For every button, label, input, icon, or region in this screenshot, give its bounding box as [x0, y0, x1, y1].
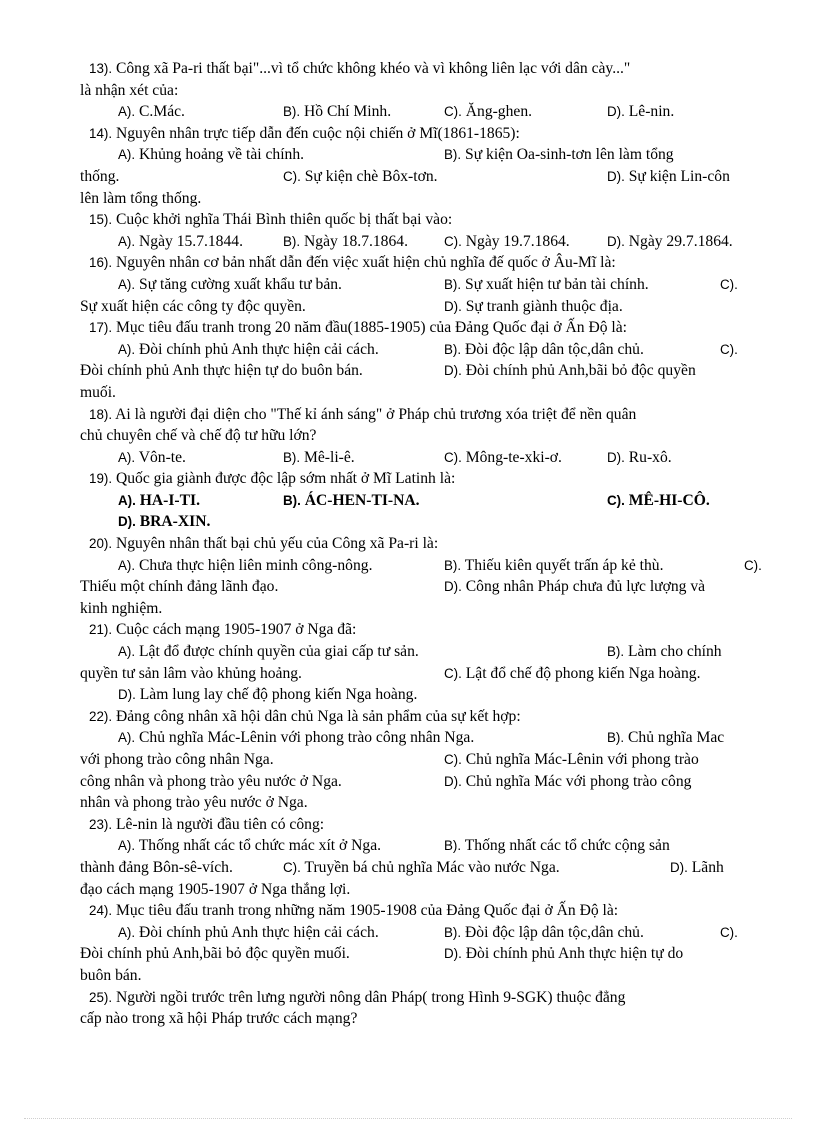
option-c[interactable]: C). Chủ nghĩa Mác-Lênin với phong trào	[444, 751, 699, 768]
option-b-wrap: thống.	[80, 167, 120, 185]
option-a[interactable]: A). Ngày 15.7.1844.	[118, 232, 243, 250]
option-d-wrap: buôn bán.	[80, 966, 142, 984]
option-b[interactable]: B). Đòi độc lập dân tộc,dân chủ.	[444, 923, 644, 941]
option-a[interactable]: A). Thống nhất các tổ chức mác xít ở Nga.	[118, 837, 382, 855]
question-16: 16). Nguyên nhân cơ bản nhất dẫn đến việc xuất hiện chủ nghĩa đế quốc ở Âu-Mĩ là:	[89, 254, 616, 272]
option-d-wrap: nhân và phong trào yêu nước ở Nga.	[80, 794, 308, 812]
question-21: 21). Cuộc cách mạng 1905-1907 ở Nga đã:	[89, 621, 357, 639]
option-a[interactable]: A). Chưa thực hiện liên minh công-nông.	[118, 556, 373, 574]
question-13-continuation: là nhận xét của:	[80, 81, 179, 99]
question-18: 18). Ai là người đại diện cho "Thế kỉ ánh sáng" ở Pháp chủ trương xóa triệt để nền quân	[89, 405, 637, 423]
question-14: 14). Nguyên nhân trực tiếp dẫn đến cuộc nội chiến ở Mĩ(1861-1865):	[89, 124, 520, 142]
option-b[interactable]: B). Sự kiện Oa-sinh-tơn lên làm tổng	[444, 146, 674, 164]
question-20-options-2	[80, 576, 768, 598]
question-18-continuation: chủ chuyên chế và chế độ tư hữu lớn?	[80, 427, 317, 445]
question-23: 23). Lê-nin là người đầu tiên có công:	[89, 815, 325, 833]
option-d-wrap: kinh nghiệm.	[80, 599, 163, 617]
option-c-text: Đòi chính phủ Anh,bãi bỏ độc quyền muối.	[80, 945, 350, 963]
option-b[interactable]: B). Thống nhất các tổ chức cộng sản	[444, 837, 670, 855]
option-b[interactable]: B). ÁC-HEN-TI-NA.	[283, 491, 420, 509]
option-c[interactable]: C). Sự kiện chè Bôx-tơn.	[283, 167, 438, 185]
question-22-options-1	[80, 727, 768, 749]
option-b-wrap: quyền tư sản lâm vào khủng hoảng.	[80, 664, 302, 682]
option-d-wrap: đạo cách mạng 1905-1907 ở Nga thắng lợi.	[80, 880, 351, 898]
option-c-text: Sự xuất hiện các công ty độc quyền.	[80, 297, 306, 315]
option-c[interactable]: C).	[720, 924, 738, 940]
option-a[interactable]: A). Đòi chính phủ Anh thực hiện cải cách.	[118, 340, 379, 358]
option-b-wrap: thành đảng Bôn-sê-vích.	[80, 858, 233, 876]
question-24-options-1	[80, 922, 768, 944]
option-a[interactable]: A). C.Mác.	[118, 103, 185, 121]
option-c[interactable]: C). Ăng-ghen.	[444, 103, 533, 121]
question-23-options-1	[80, 835, 768, 857]
question-18-options	[80, 447, 768, 469]
question-21-options-1	[80, 641, 768, 663]
question-15: 15). Cuộc khởi nghĩa Thái Bình thiên quốc bị thất bại vào:	[89, 211, 453, 229]
option-c-text: Đòi chính phủ Anh thực hiện tự do buôn bán.	[80, 362, 363, 380]
question-15-options	[80, 231, 768, 253]
option-b[interactable]: B). Ngày 18.7.1864.	[283, 232, 408, 250]
page-bottom-rule	[24, 1118, 792, 1119]
option-b[interactable]: B). Thiếu kiên quyết trấn áp kẻ thù.	[444, 556, 664, 574]
question-22: 22). Đảng công nhân xã hội dân chủ Nga là sản phẩm của sự kết hợp:	[89, 707, 521, 725]
question-25-continuation: cấp nào trong xã hội Pháp trước cách mạng?	[80, 1010, 358, 1028]
option-d[interactable]: D). Lãnh	[670, 858, 724, 876]
option-d[interactable]: D). Đòi chính phủ Anh thực hiện tự do	[444, 945, 684, 963]
option-a[interactable]: A). Đòi chính phủ Anh thực hiện cải cách.	[118, 923, 379, 941]
option-a[interactable]: A). Khủng hoảng về tài chính.	[118, 146, 305, 164]
option-d-wrap: muối.	[80, 383, 116, 401]
option-d[interactable]: D). Đòi chính phủ Anh,bãi bỏ độc quyền	[444, 362, 696, 380]
question-19: 19). Quốc gia giành được độc lập sớm nhất ở Mĩ Latinh là:	[89, 470, 456, 488]
question-14-options-2	[80, 166, 768, 188]
option-c[interactable]: C). Lật đổ chế độ phong kiến Nga hoàng.	[444, 664, 701, 682]
option-c-wrap: công nhân và phong trào yêu nước ở Nga.	[80, 772, 342, 790]
option-a[interactable]: A). Lật đổ được chính quyền của giai cấp tư sản.	[118, 643, 419, 661]
question-24: 24). Mục tiêu đấu tranh trong những năm 1905-1908 của Đảng Quốc đại ở Ấn Độ là:	[89, 902, 619, 920]
question-21-options-2	[80, 663, 768, 685]
question-19-options-2	[80, 511, 768, 533]
question-20-options-1	[80, 555, 768, 577]
option-d[interactable]: D). Chủ nghĩa Mác với phong trào công	[444, 772, 692, 790]
option-c[interactable]: C). Ngày 19.7.1864.	[444, 232, 570, 250]
option-c[interactable]: C). Truyền bá chủ nghĩa Mác vào nước Nga.	[283, 858, 560, 876]
option-b[interactable]: B). Đòi độc lập dân tộc,dân chủ.	[444, 340, 644, 358]
option-b[interactable]: B). Mê-li-ê.	[283, 448, 355, 466]
option-c[interactable]: C).	[720, 341, 738, 357]
option-b-wrap: với phong trào công nhân Nga.	[80, 751, 274, 768]
option-b[interactable]: B). Hồ Chí Minh.	[283, 103, 392, 121]
option-d[interactable]: D). Làm lung lay chế độ phong kiến Nga hoàng.	[118, 686, 418, 704]
option-b[interactable]: B). Làm cho chính	[607, 643, 722, 661]
option-d[interactable]: D). Ngày 29.7.1864.	[607, 232, 733, 250]
option-a[interactable]: A). Chủ nghĩa Mác-Lênin với phong trào công nhân Nga.	[118, 729, 475, 747]
question-17-options-1	[80, 339, 768, 361]
question-24-options-2	[80, 943, 768, 965]
option-d[interactable]: D). Lê-nin.	[607, 103, 675, 121]
option-c[interactable]: C). MÊ-HI-CÔ.	[607, 491, 710, 509]
option-a[interactable]: A). Vôn-te.	[118, 448, 186, 466]
option-a[interactable]: A). HA-I-TI.	[118, 491, 200, 509]
option-c[interactable]: C).	[744, 557, 762, 573]
question-16-options-2	[80, 296, 768, 318]
option-c[interactable]: C).	[720, 276, 738, 292]
option-c[interactable]: C). Mông-te-xki-ơ.	[444, 448, 562, 466]
question-17: 17). Mục tiêu đấu tranh trong 20 năm đầu(1885-1905) của Đảng Quốc đại ở Ấn Độ là:	[89, 319, 627, 337]
exam-page	[80, 58, 768, 1030]
option-b[interactable]: B). Sự xuất hiện tư bản tài chính.	[444, 275, 649, 293]
option-a[interactable]: A). Sự tăng cường xuất khẩu tư bản.	[118, 275, 342, 293]
option-c-text: Thiếu một chính đảng lãnh đạo.	[80, 578, 279, 596]
option-d[interactable]: D). Công nhân Pháp chưa đủ lực lượng và	[444, 578, 706, 596]
question-13-options	[80, 101, 768, 123]
question-22-options-2	[80, 749, 768, 771]
question-20: 20). Nguyên nhân thất bại chủ yếu của Công xã Pa-ri là:	[89, 535, 439, 553]
question-21-options-3	[80, 684, 768, 706]
question-23-options-2	[80, 857, 768, 879]
question-16-options-1	[80, 274, 768, 296]
question-13: 13). Công xã Pa-ri thất bại"...vì tổ chức không khéo và vì không liên lạc với dân cày..."	[89, 60, 631, 77]
question-19-options-1	[80, 490, 768, 512]
question-22-options-3	[80, 771, 768, 793]
option-d-wrap: lên làm tổng thống.	[80, 189, 202, 207]
question-14-options-1	[80, 144, 768, 166]
option-b[interactable]: B). Chủ nghĩa Mac	[607, 729, 725, 747]
question-17-options-2	[80, 360, 768, 382]
option-d[interactable]: D). BRA-XIN.	[118, 513, 211, 531]
question-25: 25). Người ngồi trước trên lưng người nông dân Pháp( trong Hình 9-SGK) thuộc đẳng	[89, 988, 626, 1006]
option-d[interactable]: D). Ru-xô.	[607, 448, 672, 466]
option-d[interactable]: D). Sự kiện Lin-côn	[607, 167, 730, 185]
option-d[interactable]: D). Sự tranh giành thuộc địa.	[444, 297, 623, 315]
